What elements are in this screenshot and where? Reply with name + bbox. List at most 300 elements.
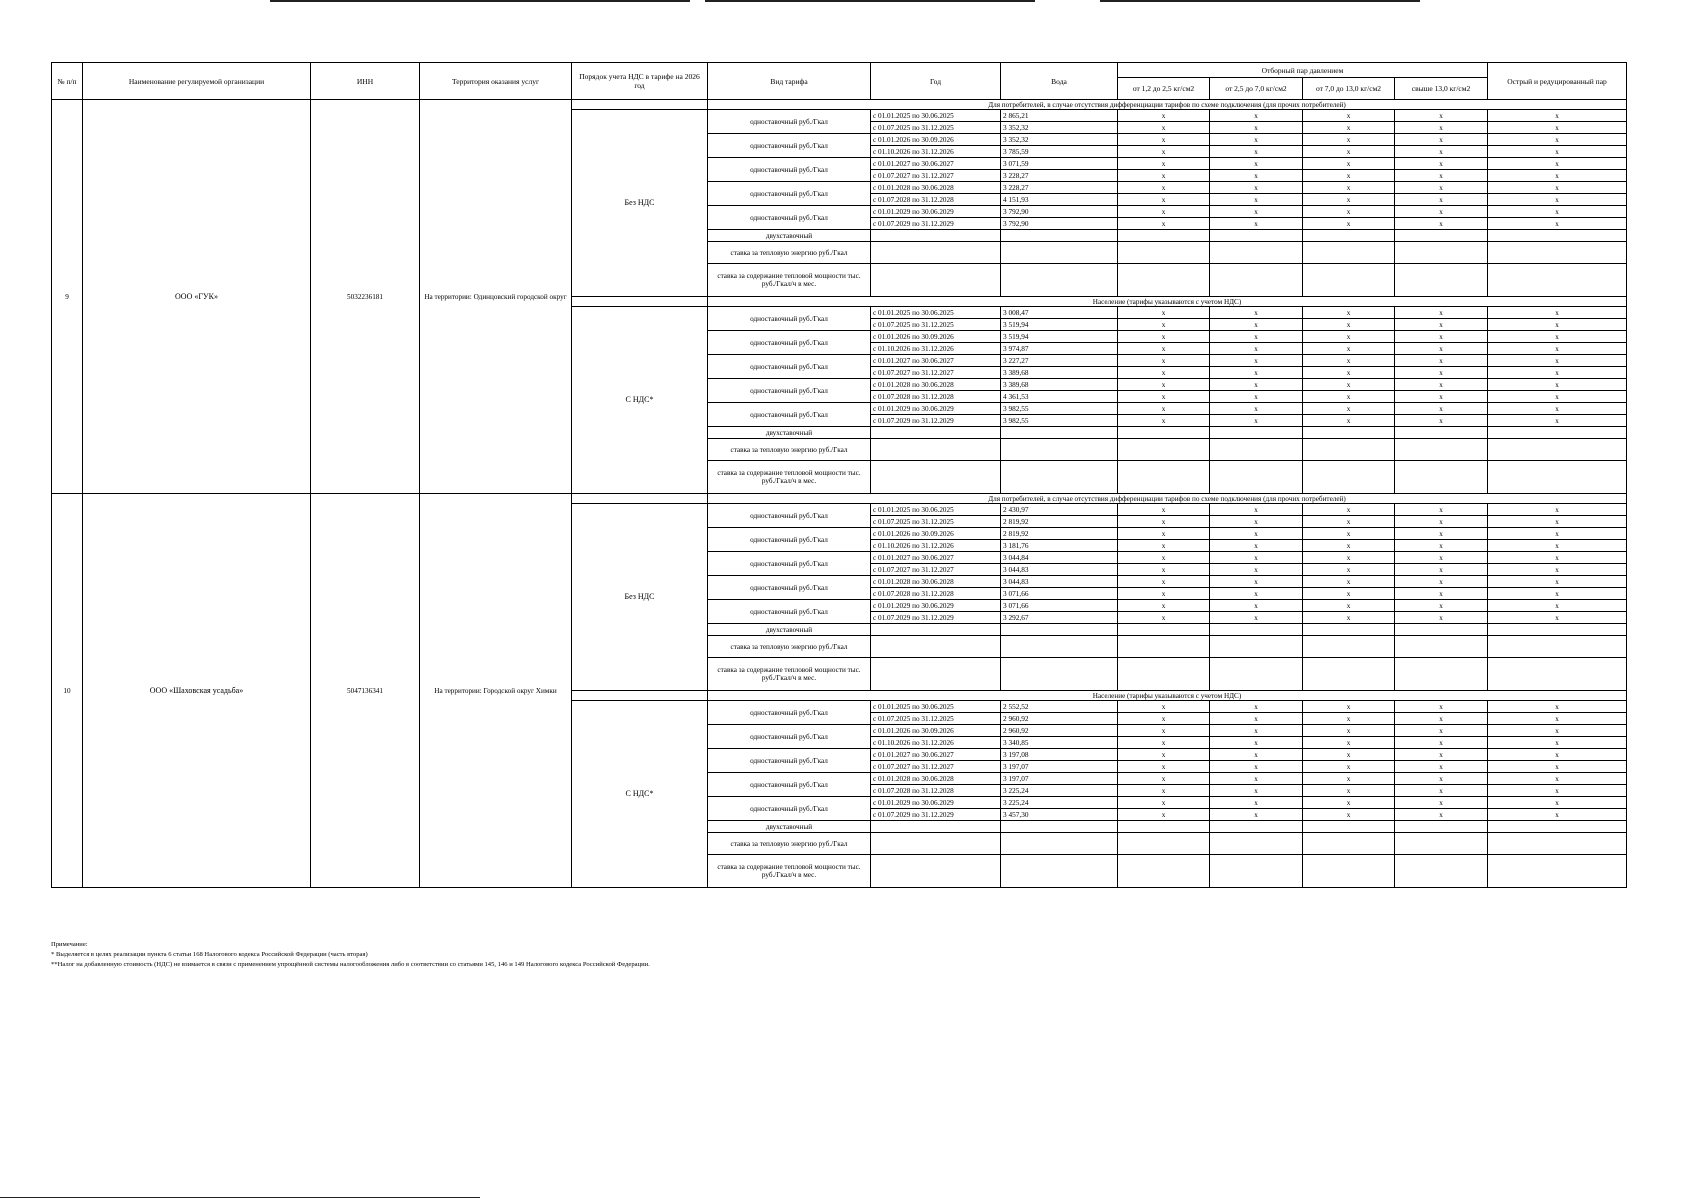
- empty-cell: [1210, 439, 1303, 461]
- empty-cell: [1488, 855, 1627, 888]
- not-applicable-mark: x: [1395, 516, 1488, 528]
- water-value: 3 044,83: [1001, 564, 1118, 576]
- period: с 01.01.2028 по 30.06.2028: [871, 379, 1001, 391]
- period: с 01.01.2029 по 30.06.2029: [871, 206, 1001, 218]
- water-value: 3 792,90: [1001, 206, 1118, 218]
- not-applicable-mark: x: [1395, 122, 1488, 134]
- empty-cell: [1001, 439, 1118, 461]
- org-inn: 5047136341: [311, 494, 420, 888]
- water-value: 2 819,92: [1001, 516, 1118, 528]
- section-title: Население (тарифы указываются с учетом НДС): [708, 691, 1627, 701]
- not-applicable-mark: x: [1303, 725, 1395, 737]
- period: с 01.07.2029 по 31.12.2029: [871, 612, 1001, 624]
- not-applicable-mark: x: [1395, 713, 1488, 725]
- water-value: 3 982,55: [1001, 403, 1118, 415]
- tariff-type-one-part: одноставочный руб./Гкал: [708, 749, 871, 773]
- not-applicable-mark: x: [1210, 182, 1303, 194]
- empty-cell: [1210, 636, 1303, 658]
- header-territory: Территория оказания услуг: [420, 63, 572, 100]
- empty-cell: [1488, 427, 1627, 439]
- period: с 01.07.2029 по 31.12.2029: [871, 415, 1001, 427]
- not-applicable-mark: x: [1303, 701, 1395, 713]
- not-applicable-mark: x: [1303, 194, 1395, 206]
- not-applicable-mark: x: [1303, 737, 1395, 749]
- empty-cell: [1488, 242, 1627, 264]
- empty-cell: [1395, 242, 1488, 264]
- tariff-type-cap: ставка за содержание тепловой мощности тыс. руб./Гкал/ч в мес.: [708, 264, 871, 297]
- not-applicable-mark: x: [1488, 331, 1627, 343]
- period: с 01.01.2027 по 30.06.2027: [871, 158, 1001, 170]
- empty-cell: [1303, 230, 1395, 242]
- org-territory: На территории: Одинцовский городской округ: [420, 100, 572, 494]
- period: с 01.07.2028 по 31.12.2028: [871, 194, 1001, 206]
- empty-cell: [1488, 624, 1627, 636]
- not-applicable-mark: x: [1210, 158, 1303, 170]
- period: с 01.01.2026 по 30.09.2026: [871, 134, 1001, 146]
- tariff-type-one-part: одноставочный руб./Гкал: [708, 725, 871, 749]
- tariff-type-energy: ставка за тепловую энергию руб./Гкал: [708, 636, 871, 658]
- period: с 01.01.2025 по 30.06.2025: [871, 110, 1001, 122]
- scan-edge-top-right: [1100, 0, 1420, 2]
- empty-cell: [871, 242, 1001, 264]
- not-applicable-mark: x: [1210, 134, 1303, 146]
- tariff-type-cap: ставка за содержание тепловой мощности тыс. руб./Гкал/ч в мес.: [708, 461, 871, 494]
- not-applicable-mark: x: [1118, 773, 1210, 785]
- water-value: 3 071,66: [1001, 600, 1118, 612]
- not-applicable-mark: x: [1118, 146, 1210, 158]
- tariff-table: [51, 62, 1627, 888]
- not-applicable-mark: x: [1118, 331, 1210, 343]
- notes: [51, 940, 650, 970]
- water-value: 3 181,76: [1001, 540, 1118, 552]
- empty-cell: [1488, 636, 1627, 658]
- not-applicable-mark: x: [1118, 516, 1210, 528]
- empty-cell: [1303, 427, 1395, 439]
- period: с 01.07.2027 по 31.12.2027: [871, 170, 1001, 182]
- not-applicable-mark: x: [1395, 355, 1488, 367]
- water-value: 3 197,08: [1001, 749, 1118, 761]
- period: с 01.01.2027 по 30.06.2027: [871, 749, 1001, 761]
- tariff-type-one-part: одноставочный руб./Гкал: [708, 773, 871, 797]
- not-applicable-mark: x: [1395, 379, 1488, 391]
- empty-cell: [1488, 264, 1627, 297]
- section-title: Население (тарифы указываются с учетом НДС): [708, 297, 1627, 307]
- not-applicable-mark: x: [1303, 588, 1395, 600]
- tariff-type-one-part: одноставочный руб./Гкал: [708, 552, 871, 576]
- tariff-type-two: двухставочный: [708, 624, 871, 636]
- empty-cell: [1210, 658, 1303, 691]
- not-applicable-mark: x: [1303, 403, 1395, 415]
- not-applicable-mark: x: [1210, 206, 1303, 218]
- empty-cell: [1303, 636, 1395, 658]
- not-applicable-mark: x: [1488, 319, 1627, 331]
- empty-cell: [1303, 264, 1395, 297]
- not-applicable-mark: x: [1210, 331, 1303, 343]
- not-applicable-mark: x: [1118, 612, 1210, 624]
- not-applicable-mark: x: [1210, 713, 1303, 725]
- water-value: 2 960,92: [1001, 725, 1118, 737]
- not-applicable-mark: x: [1395, 785, 1488, 797]
- not-applicable-mark: x: [1118, 343, 1210, 355]
- empty-cell: [1210, 427, 1303, 439]
- not-applicable-mark: x: [1395, 797, 1488, 809]
- not-applicable-mark: x: [1395, 701, 1488, 713]
- not-applicable-mark: x: [1488, 355, 1627, 367]
- empty-cell: [1488, 658, 1627, 691]
- org-territory: На территории: Городской округ Химки: [420, 494, 572, 888]
- empty-cell: [1395, 636, 1488, 658]
- not-applicable-mark: x: [1118, 355, 1210, 367]
- empty-cell: [1001, 461, 1118, 494]
- not-applicable-mark: x: [1488, 785, 1627, 797]
- empty-cell: [1303, 821, 1395, 833]
- not-applicable-mark: x: [1395, 504, 1488, 516]
- not-applicable-mark: x: [1488, 307, 1627, 319]
- not-applicable-mark: x: [1395, 725, 1488, 737]
- note-1: * Выделяется в целях реализации пункта 6 статьи 168 Налогового кодекса Российской Федерации (часть вторая): [51, 951, 368, 958]
- section-title-row: [52, 494, 1627, 504]
- tariff-type-one-part: одноставочный руб./Гкал: [708, 331, 871, 355]
- not-applicable-mark: x: [1118, 600, 1210, 612]
- not-applicable-mark: x: [1303, 307, 1395, 319]
- empty-cell: [1395, 855, 1488, 888]
- water-value: 4 361,53: [1001, 391, 1118, 403]
- empty-cell: [1395, 264, 1488, 297]
- not-applicable-mark: x: [1488, 194, 1627, 206]
- not-applicable-mark: x: [1488, 773, 1627, 785]
- not-applicable-mark: x: [1210, 504, 1303, 516]
- not-applicable-mark: x: [1395, 170, 1488, 182]
- not-applicable-mark: x: [1210, 218, 1303, 230]
- empty-cell: [1118, 461, 1210, 494]
- not-applicable-mark: x: [1303, 122, 1395, 134]
- empty-cell: [1210, 461, 1303, 494]
- not-applicable-mark: x: [1488, 749, 1627, 761]
- org-number: 9: [52, 100, 83, 494]
- empty-cell: [1118, 439, 1210, 461]
- not-applicable-mark: x: [1395, 540, 1488, 552]
- not-applicable-mark: x: [1210, 146, 1303, 158]
- water-value: 4 151,93: [1001, 194, 1118, 206]
- tariff-type-one-part: одноставочный руб./Гкал: [708, 576, 871, 600]
- tariff-table-body: [52, 63, 1627, 888]
- vat-blank: [572, 494, 708, 504]
- not-applicable-mark: x: [1210, 761, 1303, 773]
- not-applicable-mark: x: [1210, 576, 1303, 588]
- note-2: **Налог на добавленную стоимость (НДС) не взимается в связи с применением упрощённой системы налогообложения либо в соответствии со статьями 145, 146 и 149 Налогового кодекса Российской Федерации.: [51, 961, 650, 968]
- not-applicable-mark: x: [1303, 528, 1395, 540]
- not-applicable-mark: x: [1488, 146, 1627, 158]
- not-applicable-mark: x: [1395, 552, 1488, 564]
- water-value: 2 865,21: [1001, 110, 1118, 122]
- not-applicable-mark: x: [1395, 809, 1488, 821]
- empty-cell: [1118, 855, 1210, 888]
- empty-cell: [1001, 636, 1118, 658]
- not-applicable-mark: x: [1488, 564, 1627, 576]
- not-applicable-mark: x: [1488, 391, 1627, 403]
- empty-cell: [1118, 264, 1210, 297]
- org-inn: 5032236181: [311, 100, 420, 494]
- not-applicable-mark: x: [1210, 403, 1303, 415]
- water-value: 3 340,85: [1001, 737, 1118, 749]
- empty-cell: [1488, 461, 1627, 494]
- tariff-type-two: двухставочный: [708, 821, 871, 833]
- not-applicable-mark: x: [1488, 170, 1627, 182]
- not-applicable-mark: x: [1395, 182, 1488, 194]
- not-applicable-mark: x: [1118, 797, 1210, 809]
- period: с 01.01.2025 по 30.06.2025: [871, 701, 1001, 713]
- not-applicable-mark: x: [1303, 355, 1395, 367]
- not-applicable-mark: x: [1210, 797, 1303, 809]
- header-year: Год: [871, 63, 1001, 100]
- empty-cell: [871, 833, 1001, 855]
- not-applicable-mark: x: [1303, 319, 1395, 331]
- not-applicable-mark: x: [1395, 194, 1488, 206]
- not-applicable-mark: x: [1488, 612, 1627, 624]
- not-applicable-mark: x: [1118, 576, 1210, 588]
- not-applicable-mark: x: [1303, 516, 1395, 528]
- empty-cell: [1210, 821, 1303, 833]
- not-applicable-mark: x: [1118, 415, 1210, 427]
- not-applicable-mark: x: [1118, 218, 1210, 230]
- not-applicable-mark: x: [1488, 516, 1627, 528]
- period: с 01.10.2026 по 31.12.2026: [871, 343, 1001, 355]
- water-value: 3 044,83: [1001, 576, 1118, 588]
- not-applicable-mark: x: [1488, 504, 1627, 516]
- period: с 01.01.2027 по 30.06.2027: [871, 355, 1001, 367]
- not-applicable-mark: x: [1303, 134, 1395, 146]
- not-applicable-mark: x: [1395, 612, 1488, 624]
- water-value: 3 785,59: [1001, 146, 1118, 158]
- tariff-type-one-part: одноставочный руб./Гкал: [708, 504, 871, 528]
- not-applicable-mark: x: [1303, 415, 1395, 427]
- not-applicable-mark: x: [1210, 785, 1303, 797]
- empty-cell: [1210, 242, 1303, 264]
- not-applicable-mark: x: [1395, 343, 1488, 355]
- water-value: 3 228,27: [1001, 182, 1118, 194]
- header-tariff-type: Вид тарифа: [708, 63, 871, 100]
- empty-cell: [1001, 833, 1118, 855]
- scan-edge-top-mid: [705, 0, 1035, 2]
- not-applicable-mark: x: [1210, 170, 1303, 182]
- not-applicable-mark: x: [1118, 367, 1210, 379]
- not-applicable-mark: x: [1210, 749, 1303, 761]
- scan-edge-bottom: [0, 1197, 480, 1198]
- empty-cell: [1303, 833, 1395, 855]
- not-applicable-mark: x: [1303, 110, 1395, 122]
- empty-cell: [871, 461, 1001, 494]
- period: с 01.01.2029 по 30.06.2029: [871, 797, 1001, 809]
- section-title-row: [52, 100, 1627, 110]
- period: с 01.01.2028 по 30.06.2028: [871, 182, 1001, 194]
- not-applicable-mark: x: [1303, 146, 1395, 158]
- not-applicable-mark: x: [1118, 307, 1210, 319]
- header-num: № п/п: [52, 63, 83, 100]
- period: с 01.01.2028 по 30.06.2028: [871, 773, 1001, 785]
- period: с 01.07.2027 по 31.12.2027: [871, 564, 1001, 576]
- not-applicable-mark: x: [1395, 773, 1488, 785]
- empty-cell: [1118, 624, 1210, 636]
- not-applicable-mark: x: [1488, 761, 1627, 773]
- water-value: 2 430,97: [1001, 504, 1118, 516]
- not-applicable-mark: x: [1210, 307, 1303, 319]
- water-value: 3 044,84: [1001, 552, 1118, 564]
- vat-order: С НДС*: [572, 701, 708, 888]
- empty-cell: [1001, 264, 1118, 297]
- not-applicable-mark: x: [1488, 588, 1627, 600]
- tariff-type-energy: ставка за тепловую энергию руб./Гкал: [708, 439, 871, 461]
- not-applicable-mark: x: [1118, 206, 1210, 218]
- not-applicable-mark: x: [1303, 170, 1395, 182]
- not-applicable-mark: x: [1210, 355, 1303, 367]
- empty-cell: [1488, 439, 1627, 461]
- empty-cell: [1303, 624, 1395, 636]
- water-value: 3 225,24: [1001, 797, 1118, 809]
- empty-cell: [1395, 658, 1488, 691]
- not-applicable-mark: x: [1210, 379, 1303, 391]
- not-applicable-mark: x: [1210, 588, 1303, 600]
- section-title: Для потребителей, в случае отсутствия дифференциации тарифов по схеме подключения (для прочих потребителей): [708, 494, 1627, 504]
- not-applicable-mark: x: [1118, 588, 1210, 600]
- water-value: 3 792,90: [1001, 218, 1118, 230]
- tariff-type-one-part: одноставочный руб./Гкал: [708, 134, 871, 158]
- not-applicable-mark: x: [1210, 415, 1303, 427]
- empty-cell: [1001, 658, 1118, 691]
- section-title: Для потребителей, в случае отсутствия дифференциации тарифов по схеме подключения (для прочих потребителей): [708, 100, 1627, 110]
- empty-cell: [1118, 658, 1210, 691]
- not-applicable-mark: x: [1488, 713, 1627, 725]
- empty-cell: [1118, 821, 1210, 833]
- header-vat-order: Порядок учета НДС в тарифе на 2026 год: [572, 63, 708, 100]
- empty-cell: [1001, 242, 1118, 264]
- period: с 01.01.2025 по 30.06.2025: [871, 504, 1001, 516]
- vat-blank: [572, 691, 708, 701]
- not-applicable-mark: x: [1118, 713, 1210, 725]
- empty-cell: [1210, 624, 1303, 636]
- empty-cell: [1210, 264, 1303, 297]
- org-number: 10: [52, 494, 83, 888]
- not-applicable-mark: x: [1210, 809, 1303, 821]
- water-value: 3 352,32: [1001, 134, 1118, 146]
- not-applicable-mark: x: [1210, 391, 1303, 403]
- water-value: 3 228,27: [1001, 170, 1118, 182]
- empty-cell: [1303, 461, 1395, 494]
- not-applicable-mark: x: [1210, 194, 1303, 206]
- water-value: 3 352,32: [1001, 122, 1118, 134]
- empty-cell: [1395, 833, 1488, 855]
- not-applicable-mark: x: [1488, 182, 1627, 194]
- not-applicable-mark: x: [1303, 713, 1395, 725]
- not-applicable-mark: x: [1303, 576, 1395, 588]
- header-sharp-steam: Острый и редуцированный пар: [1488, 63, 1627, 100]
- not-applicable-mark: x: [1210, 725, 1303, 737]
- vat-order: С НДС*: [572, 307, 708, 494]
- not-applicable-mark: x: [1395, 367, 1488, 379]
- not-applicable-mark: x: [1488, 218, 1627, 230]
- empty-cell: [1303, 855, 1395, 888]
- org-name: ООО «ГУК»: [83, 100, 311, 494]
- not-applicable-mark: x: [1210, 343, 1303, 355]
- header-steam-3: от 7,0 до 13,0 кг/см2: [1303, 78, 1395, 100]
- tariff-type-one-part: одноставочный руб./Гкал: [708, 355, 871, 379]
- empty-cell: [1303, 439, 1395, 461]
- not-applicable-mark: x: [1303, 206, 1395, 218]
- tariff-type-one-part: одноставочный руб./Гкал: [708, 528, 871, 552]
- not-applicable-mark: x: [1303, 391, 1395, 403]
- empty-cell: [871, 439, 1001, 461]
- not-applicable-mark: x: [1395, 403, 1488, 415]
- water-value: 3 071,66: [1001, 588, 1118, 600]
- period: с 01.10.2026 по 31.12.2026: [871, 737, 1001, 749]
- not-applicable-mark: x: [1488, 737, 1627, 749]
- not-applicable-mark: x: [1210, 528, 1303, 540]
- not-applicable-mark: x: [1395, 307, 1488, 319]
- not-applicable-mark: x: [1303, 797, 1395, 809]
- empty-cell: [1488, 230, 1627, 242]
- not-applicable-mark: x: [1395, 588, 1488, 600]
- not-applicable-mark: x: [1488, 600, 1627, 612]
- not-applicable-mark: x: [1118, 785, 1210, 797]
- period: с 01.01.2029 по 30.06.2029: [871, 600, 1001, 612]
- header-steam-group: Отборный пар давлением: [1118, 63, 1488, 78]
- not-applicable-mark: x: [1118, 134, 1210, 146]
- not-applicable-mark: x: [1210, 516, 1303, 528]
- not-applicable-mark: x: [1395, 331, 1488, 343]
- empty-cell: [1488, 821, 1627, 833]
- empty-cell: [871, 230, 1001, 242]
- water-value: 3 071,59: [1001, 158, 1118, 170]
- header-steam-2: от 2,5 до 7,0 кг/см2: [1210, 78, 1303, 100]
- water-value: 3 197,07: [1001, 761, 1118, 773]
- not-applicable-mark: x: [1488, 528, 1627, 540]
- vat-blank: [572, 297, 708, 307]
- header-org: Наименование регулируемой организации: [83, 63, 311, 100]
- water-value: 2 960,92: [1001, 713, 1118, 725]
- not-applicable-mark: x: [1395, 761, 1488, 773]
- not-applicable-mark: x: [1210, 773, 1303, 785]
- scan-edge-top-left: [270, 0, 690, 2]
- tariff-type-cap: ставка за содержание тепловой мощности тыс. руб./Гкал/ч в мес.: [708, 658, 871, 691]
- not-applicable-mark: x: [1118, 110, 1210, 122]
- tariff-type-one-part: одноставочный руб./Гкал: [708, 379, 871, 403]
- not-applicable-mark: x: [1488, 809, 1627, 821]
- not-applicable-mark: x: [1118, 182, 1210, 194]
- tariff-type-one-part: одноставочный руб./Гкал: [708, 158, 871, 182]
- header-inn: ИНН: [311, 63, 420, 100]
- not-applicable-mark: x: [1488, 122, 1627, 134]
- not-applicable-mark: x: [1210, 367, 1303, 379]
- not-applicable-mark: x: [1395, 146, 1488, 158]
- not-applicable-mark: x: [1303, 218, 1395, 230]
- period: с 01.07.2025 по 31.12.2025: [871, 319, 1001, 331]
- not-applicable-mark: x: [1210, 564, 1303, 576]
- tariff-type-one-part: одноставочный руб./Гкал: [708, 110, 871, 134]
- not-applicable-mark: x: [1488, 576, 1627, 588]
- not-applicable-mark: x: [1488, 110, 1627, 122]
- water-value: 3 389,68: [1001, 367, 1118, 379]
- not-applicable-mark: x: [1395, 564, 1488, 576]
- water-value: 3 982,55: [1001, 415, 1118, 427]
- tariff-type-one-part: одноставочный руб./Гкал: [708, 797, 871, 821]
- not-applicable-mark: x: [1488, 797, 1627, 809]
- period: с 01.07.2025 по 31.12.2025: [871, 516, 1001, 528]
- not-applicable-mark: x: [1488, 367, 1627, 379]
- not-applicable-mark: x: [1488, 379, 1627, 391]
- header-steam-1: от 1,2 до 2,5 кг/см2: [1118, 78, 1210, 100]
- not-applicable-mark: x: [1395, 218, 1488, 230]
- not-applicable-mark: x: [1488, 552, 1627, 564]
- water-value: 2 819,92: [1001, 528, 1118, 540]
